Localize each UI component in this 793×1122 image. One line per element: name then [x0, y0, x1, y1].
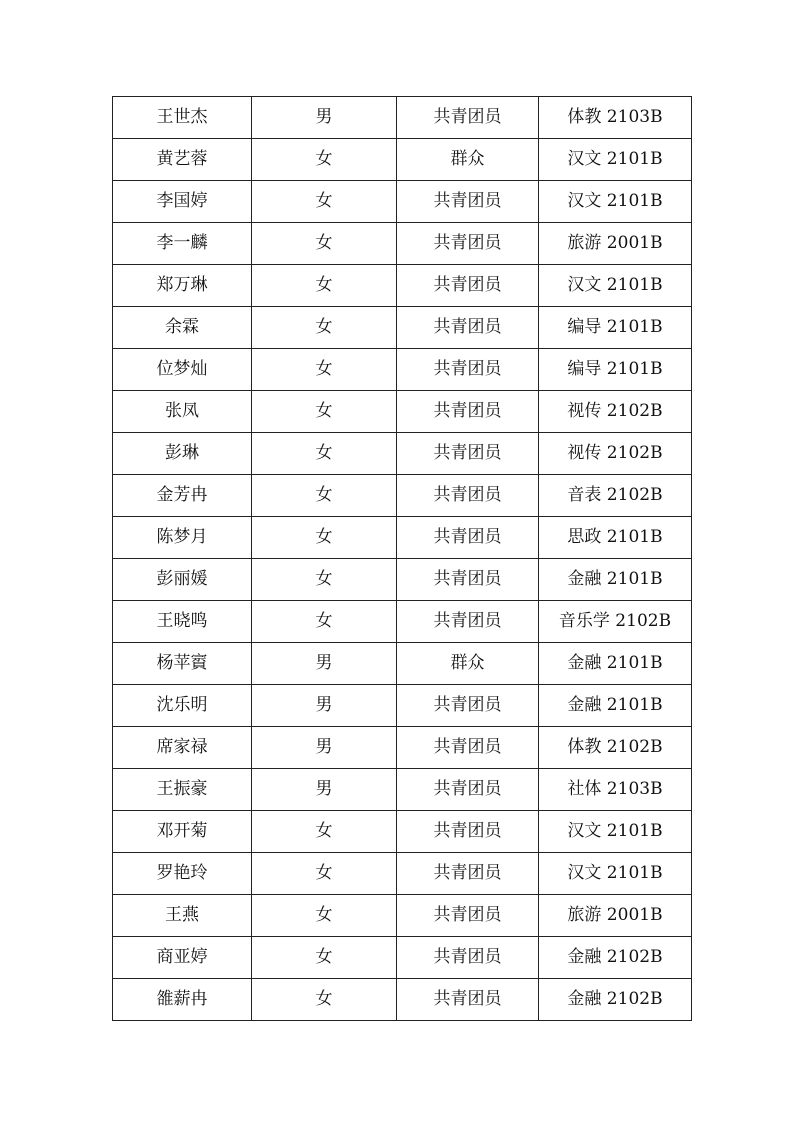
political-status-cell: 群众: [397, 643, 539, 685]
class-cell: 旅游 2001B: [539, 223, 692, 265]
name-cell: 王燕: [113, 895, 252, 937]
table-row: [113, 391, 692, 433]
class-cell: 视传 2102B: [539, 391, 692, 433]
table-row: [113, 811, 692, 853]
table-row: [113, 727, 692, 769]
class-cell: 金融 2102B: [539, 937, 692, 979]
political-status-cell: 共青团员: [397, 895, 539, 937]
gender-cell: 女: [252, 139, 397, 181]
political-status-cell: 共青团员: [397, 727, 539, 769]
table-row: [113, 853, 692, 895]
class-cell: 音表 2102B: [539, 475, 692, 517]
political-status-cell: 共青团员: [397, 517, 539, 559]
table-row: [113, 559, 692, 601]
political-status-cell: 共青团员: [397, 979, 539, 1021]
political-status-cell: 共青团员: [397, 559, 539, 601]
name-cell: 王世杰: [113, 97, 252, 139]
class-cell: 汉文 2101B: [539, 139, 692, 181]
name-cell: 王振豪: [113, 769, 252, 811]
name-cell: 张凤: [113, 391, 252, 433]
political-status-cell: 共青团员: [397, 349, 539, 391]
class-cell: 视传 2102B: [539, 433, 692, 475]
class-cell: 汉文 2101B: [539, 181, 692, 223]
gender-cell: 女: [252, 349, 397, 391]
table-row: [113, 937, 692, 979]
table-row: [113, 181, 692, 223]
political-status-cell: 共青团员: [397, 223, 539, 265]
gender-cell: 女: [252, 937, 397, 979]
political-status-cell: 共青团员: [397, 97, 539, 139]
gender-cell: 女: [252, 391, 397, 433]
class-cell: 体教 2102B: [539, 727, 692, 769]
table-row: [113, 349, 692, 391]
name-cell: 席家禄: [113, 727, 252, 769]
table-row: [113, 895, 692, 937]
table-row: [113, 979, 692, 1021]
name-cell: 陈梦月: [113, 517, 252, 559]
table-row: [113, 601, 692, 643]
gender-cell: 女: [252, 265, 397, 307]
political-status-cell: 共青团员: [397, 433, 539, 475]
class-cell: 思政 2101B: [539, 517, 692, 559]
gender-cell: 女: [252, 307, 397, 349]
table-row: [113, 265, 692, 307]
gender-cell: 女: [252, 895, 397, 937]
political-status-cell: 共青团员: [397, 811, 539, 853]
gender-cell: 女: [252, 979, 397, 1021]
table-row: [113, 475, 692, 517]
gender-cell: 女: [252, 433, 397, 475]
gender-cell: 女: [252, 559, 397, 601]
name-cell: 沈乐明: [113, 685, 252, 727]
class-cell: 金融 2102B: [539, 979, 692, 1021]
gender-cell: 男: [252, 643, 397, 685]
table-row: [113, 97, 692, 139]
gender-cell: 女: [252, 517, 397, 559]
name-cell: 邓开菊: [113, 811, 252, 853]
political-status-cell: 共青团员: [397, 601, 539, 643]
political-status-cell: 共青团员: [397, 391, 539, 433]
political-status-cell: 共青团员: [397, 265, 539, 307]
table-row: [113, 517, 692, 559]
class-cell: 金融 2101B: [539, 643, 692, 685]
political-status-cell: 共青团员: [397, 685, 539, 727]
political-status-cell: 共青团员: [397, 769, 539, 811]
name-cell: 余霖: [113, 307, 252, 349]
class-cell: 金融 2101B: [539, 559, 692, 601]
class-cell: 社体 2103B: [539, 769, 692, 811]
class-cell: 金融 2101B: [539, 685, 692, 727]
table-row: [113, 769, 692, 811]
student-roster-table: [112, 96, 692, 1021]
gender-cell: 女: [252, 811, 397, 853]
name-cell: 雒薪冉: [113, 979, 252, 1021]
class-cell: 汉文 2101B: [539, 853, 692, 895]
name-cell: 罗艳玲: [113, 853, 252, 895]
gender-cell: 女: [252, 853, 397, 895]
name-cell: 李一麟: [113, 223, 252, 265]
class-cell: 音乐学 2102B: [539, 601, 692, 643]
political-status-cell: 共青团员: [397, 475, 539, 517]
name-cell: 商亚婷: [113, 937, 252, 979]
class-cell: 汉文 2101B: [539, 265, 692, 307]
political-status-cell: 群众: [397, 139, 539, 181]
class-cell: 旅游 2001B: [539, 895, 692, 937]
table-row: [113, 307, 692, 349]
gender-cell: 女: [252, 601, 397, 643]
gender-cell: 男: [252, 769, 397, 811]
name-cell: 金芳冉: [113, 475, 252, 517]
gender-cell: 女: [252, 181, 397, 223]
class-cell: 汉文 2101B: [539, 811, 692, 853]
name-cell: 彭丽媛: [113, 559, 252, 601]
gender-cell: 女: [252, 475, 397, 517]
political-status-cell: 共青团员: [397, 307, 539, 349]
gender-cell: 男: [252, 97, 397, 139]
class-cell: 体教 2103B: [539, 97, 692, 139]
political-status-cell: 共青团员: [397, 853, 539, 895]
table-row: [113, 643, 692, 685]
name-cell: 郑万琳: [113, 265, 252, 307]
class-cell: 编导 2101B: [539, 307, 692, 349]
table-row: [113, 433, 692, 475]
gender-cell: 女: [252, 223, 397, 265]
political-status-cell: 共青团员: [397, 937, 539, 979]
gender-cell: 男: [252, 727, 397, 769]
political-status-cell: 共青团员: [397, 181, 539, 223]
name-cell: 王晓鸣: [113, 601, 252, 643]
class-cell: 编导 2101B: [539, 349, 692, 391]
table-row: [113, 685, 692, 727]
name-cell: 杨苹賨: [113, 643, 252, 685]
name-cell: 位梦灿: [113, 349, 252, 391]
name-cell: 黄艺蓉: [113, 139, 252, 181]
table-row: [113, 139, 692, 181]
table-row: [113, 223, 692, 265]
roster-body: [113, 97, 692, 1021]
name-cell: 李国婷: [113, 181, 252, 223]
name-cell: 彭琳: [113, 433, 252, 475]
gender-cell: 男: [252, 685, 397, 727]
